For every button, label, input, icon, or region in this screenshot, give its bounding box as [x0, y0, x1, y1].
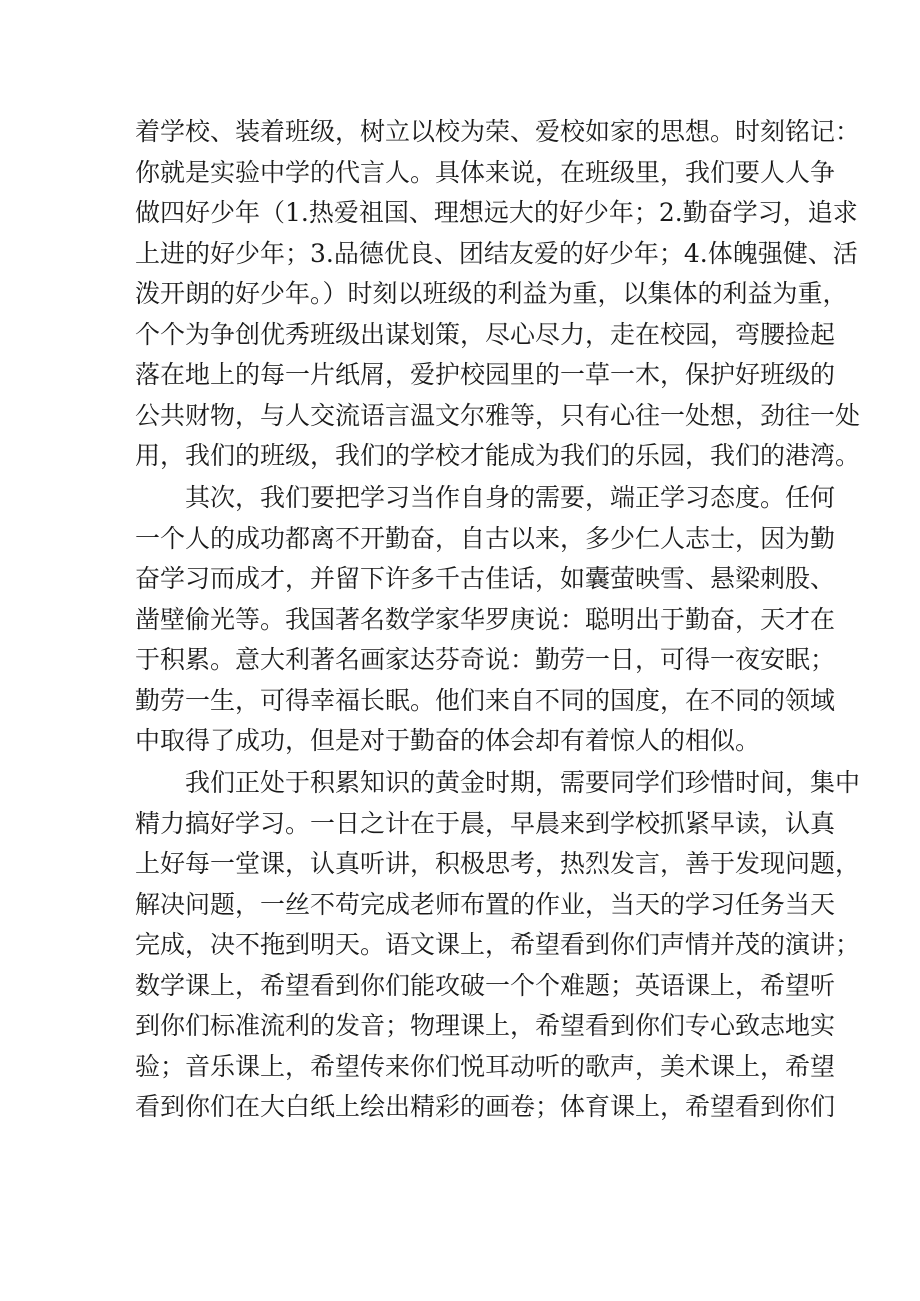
text-line: 泼开朗的好少年。）时刻以班级的利益为重，以集体的利益为重， [135, 279, 848, 308]
text-line: 我们正处于积累知识的黄金时期，需要同学们珍惜时间，集中 [185, 768, 861, 797]
text-line: 用，我们的班级，我们的学校才能成为我们的乐园，我们的港湾。 [135, 441, 861, 470]
text-line: 上进的好少年；3.品德优良、团结友爱的好少年；4.体魄强健、活 [135, 239, 858, 268]
text-line: 看到你们在大白纸上绘出精彩的画卷；体育课上，希望看到你们 [135, 1092, 836, 1121]
text-line: 其次，我们要把学习当作自身的需要，端正学习态度。任何 [185, 483, 836, 512]
text-line: 你就是实验中学的代言人。具体来说，在班级里，我们要人人争 [135, 158, 836, 187]
text-line: 精力搞好学习。一日之计在于晨，早晨来到学校抓紧早读，认真 [135, 809, 836, 838]
text-line: 公共财物，与人交流语言温文尔雅等，只有心往一处想，劲往一处 [135, 401, 861, 430]
text-line: 一个人的成功都离不开勤奋，自古以来，多少仁人志士，因为勤 [135, 524, 836, 553]
text-line: 中取得了成功，但是对于勤奋的体会却有着惊人的相似。 [135, 726, 761, 755]
text-line: 上好每一堂课，认真听讲，积极思考，热烈发言，善于发现问题， [135, 849, 861, 878]
text-line: 到你们标准流利的发音；物理课上，希望看到你们专心致志地实 [135, 1011, 836, 1040]
text-line: 着学校、装着班级，树立以校为荣、爱校如家的思想。时刻铭记： [135, 117, 861, 146]
text-line: 奋学习而成才，并留下许多千古佳话，如囊萤映雪、悬梁刺股、 [135, 564, 836, 593]
text-line: 完成，决不拖到明天。语文课上，希望看到你们声情并茂的演讲； [135, 930, 861, 959]
text-line: 落在地上的每一片纸屑，爱护校园里的一草一木，保护好班级的 [135, 360, 836, 389]
text-line: 个个为争创优秀班级出谋划策，尽心尽力，走在校园，弯腰捡起 [135, 320, 836, 349]
text-line: 凿壁偷光等。我国著名数学家华罗庚说：聪明出于勤奋，天才在 [135, 605, 836, 634]
text-line: 勤劳一生，可得幸福长眠。他们来自不同的国度，在不同的领域 [135, 686, 836, 715]
text-line: 解决问题，一丝不苟完成老师布置的作业，当天的学习任务当天 [135, 890, 836, 919]
text-line: 验；音乐课上，希望传来你们悦耳动听的歌声，美术课上，希望 [135, 1052, 836, 1081]
text-line: 数学课上，希望看到你们能攻破一个个难题；英语课上，希望听 [135, 971, 836, 1000]
text-line: 于积累。意大利著名画家达芬奇说：勤劳一日，可得一夜安眠； [135, 645, 836, 674]
text-line: 做四好少年（1.热爱祖国、理想远大的好少年；2.勤奋学习，追求 [135, 198, 858, 227]
